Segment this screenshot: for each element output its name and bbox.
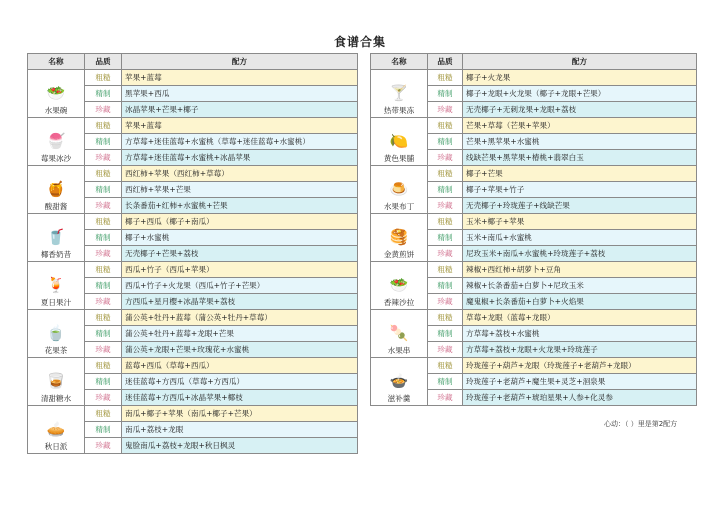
quality-label: 珍藏 — [437, 249, 453, 258]
recipe-row — [371, 70, 697, 86]
sauce-bottle-icon: 🍯 — [46, 180, 66, 198]
quality-label: 珍藏 — [95, 201, 111, 210]
quality-cell — [428, 214, 463, 230]
quality-cell — [85, 310, 122, 326]
quality-cell — [428, 70, 463, 86]
quality-cell — [428, 342, 463, 358]
quality-label: 精制 — [95, 89, 111, 98]
recipe-formula: 蓝莓+西瓜（草莓+西瓜） — [122, 358, 358, 374]
quality-label: 精制 — [437, 377, 453, 386]
quality-cell — [428, 246, 463, 262]
quality-cell — [85, 198, 122, 214]
quality-cell — [428, 230, 463, 246]
dish-name: 水果布丁 — [383, 202, 415, 211]
quality-label: 精制 — [437, 89, 453, 98]
header-quality: 品质 — [428, 54, 463, 70]
tonic-soup-icon: 🍲 — [389, 372, 409, 390]
quality-cell — [85, 246, 122, 262]
dried-fruit-icon: 🍋 — [389, 132, 409, 150]
recipe-formula: 迷佳蓝莓+方西瓜+冰晶苹果+椰枝 — [122, 390, 358, 406]
coconut-shake-icon: 🥤 — [46, 228, 66, 246]
summer-juice-icon: 🍹 — [46, 276, 66, 294]
quality-label: 粗糙 — [437, 169, 453, 178]
recipe-row — [28, 214, 358, 230]
dish-cell — [371, 262, 428, 310]
quality-cell — [428, 182, 463, 198]
quality-label: 精制 — [95, 233, 111, 242]
recipe-formula: 蒲公英+牡丹+蓝莓（蒲公英+牡丹+草莓） — [122, 310, 358, 326]
quality-cell — [85, 150, 122, 166]
quality-cell — [85, 326, 122, 342]
quality-cell — [85, 294, 122, 310]
dish-name: 滋补羹 — [387, 394, 411, 403]
quality-label: 精制 — [95, 137, 111, 146]
recipe-row — [28, 406, 358, 422]
quality-cell — [428, 150, 463, 166]
quality-label: 珍藏 — [437, 153, 453, 162]
quality-cell — [85, 70, 122, 86]
recipe-row — [371, 118, 697, 134]
quality-cell — [85, 358, 122, 374]
dish-name: 秋日派 — [44, 442, 68, 451]
quality-label: 粗糙 — [95, 121, 111, 130]
dish-name: 水果碗 — [44, 106, 68, 115]
quality-label: 珍藏 — [95, 393, 111, 402]
quality-label: 精制 — [95, 281, 111, 290]
recipe-table-right — [370, 53, 697, 406]
recipe-formula: 椰子+火龙果 — [463, 70, 697, 86]
quality-label: 粗糙 — [95, 217, 111, 226]
quality-cell — [85, 422, 122, 438]
dish-cell — [28, 310, 85, 358]
recipe-formula: 无壳椰子+玲珑莲子+线缺芒果 — [463, 198, 697, 214]
quality-label: 珍藏 — [437, 297, 453, 306]
pancake-icon: 🥞 — [389, 228, 409, 246]
recipe-formula: 玲珑莲子+葫芦+龙眼（玲珑莲子+老葫芦+龙眼） — [463, 358, 697, 374]
quality-label: 珍藏 — [437, 345, 453, 354]
quality-cell — [85, 182, 122, 198]
recipe-row — [28, 166, 358, 182]
quality-label: 粗糙 — [95, 313, 111, 322]
quality-label: 粗糙 — [95, 409, 111, 418]
recipe-row — [371, 262, 697, 278]
quality-cell — [85, 134, 122, 150]
recipe-formula: 蒲公英+龙眼+芒果+玫瑰花+水蜜桃 — [122, 342, 358, 358]
dish-name: 金黄煎饼 — [383, 250, 415, 259]
dish-cell — [371, 214, 428, 262]
dish-cell — [371, 358, 428, 406]
quality-label: 粗糙 — [95, 169, 111, 178]
quality-cell — [428, 166, 463, 182]
quality-label: 精制 — [437, 137, 453, 146]
quality-cell — [428, 262, 463, 278]
quality-label: 精制 — [437, 233, 453, 242]
recipe-formula: 西红柿+苹果+芒果 — [122, 182, 358, 198]
recipe-formula: 方草莓+荔枝+水蜜桃 — [463, 326, 697, 342]
quality-cell — [85, 118, 122, 134]
fruit-bowl-icon: 🥗 — [46, 84, 66, 102]
recipe-formula: 无壳椰子+芒果+荔枝 — [122, 246, 358, 262]
recipe-row — [371, 214, 697, 230]
tropical-jelly-icon: 🍸 — [389, 84, 409, 102]
dish-name: 热带果冻 — [383, 106, 415, 115]
dish-cell — [371, 70, 428, 118]
recipe-row — [371, 166, 697, 182]
quality-cell — [85, 86, 122, 102]
recipe-row — [28, 310, 358, 326]
quality-label: 珍藏 — [437, 201, 453, 210]
header-recipe: 配方 — [122, 54, 358, 70]
quality-label: 粗糙 — [437, 313, 453, 322]
quality-label: 粗糙 — [95, 73, 111, 82]
quality-cell — [428, 198, 463, 214]
header-quality: 品质 — [85, 54, 122, 70]
recipe-formula: 玉米+南瓜+水蜜桃 — [463, 230, 697, 246]
autumn-pie-icon: 🥧 — [46, 420, 66, 438]
quality-cell — [428, 310, 463, 326]
recipe-row — [371, 358, 697, 374]
quality-label: 粗糙 — [95, 265, 111, 274]
quality-cell — [428, 358, 463, 374]
recipe-formula: 线缺芒果+黑苹果+椿桃+翡翠白玉 — [463, 150, 697, 166]
dish-name: 清甜糖水 — [40, 394, 72, 403]
fruit-skewer-icon: 🍡 — [389, 324, 409, 342]
quality-label: 粗糙 — [95, 361, 111, 370]
quality-label: 粗糙 — [437, 217, 453, 226]
quality-label: 珍藏 — [437, 105, 453, 114]
quality-cell — [428, 134, 463, 150]
sweet-drink-icon: 🥃 — [46, 372, 66, 390]
quality-label: 珍藏 — [95, 249, 111, 258]
recipe-formula: 辣椒+西红柿+胡萝卜+豆角 — [463, 262, 697, 278]
quality-cell — [428, 390, 463, 406]
recipe-formula: 芒果+黑苹果+水蜜桃 — [463, 134, 697, 150]
quality-cell — [428, 278, 463, 294]
recipe-formula: 西瓜+竹子+火龙果（西瓜+竹子+芒果） — [122, 278, 358, 294]
recipe-row — [28, 118, 358, 134]
recipe-formula: 南瓜+荔枝+龙眼 — [122, 422, 358, 438]
header-name: 名称 — [371, 54, 428, 70]
recipe-row — [28, 70, 358, 86]
quality-cell — [428, 294, 463, 310]
dish-cell — [28, 406, 85, 454]
recipe-formula: 西瓜+竹子（西瓜+苹果） — [122, 262, 358, 278]
dish-name: 椰香奶昔 — [40, 250, 72, 259]
quality-cell — [428, 102, 463, 118]
quality-label: 精制 — [95, 329, 111, 338]
dish-cell — [28, 166, 85, 214]
dish-cell — [371, 166, 428, 214]
recipe-formula: 椰子+苹果+竹子 — [463, 182, 697, 198]
footer-note: 心动：（ ）里是第2配方 — [604, 420, 678, 428]
recipe-formula: 冰晶苹果+芒果+椰子 — [122, 102, 358, 118]
quality-label: 珍藏 — [95, 441, 111, 450]
recipe-formula: 椰子+水蜜桃 — [122, 230, 358, 246]
recipe-formula: 苹果+蓝莓 — [122, 70, 358, 86]
quality-cell — [428, 86, 463, 102]
dish-name: 香辣沙拉 — [383, 298, 415, 307]
quality-label: 珍藏 — [95, 105, 111, 114]
recipe-formula: 方草莓+迷佳蓝莓+水蜜桃（草莓+迷佳蓝莓+水蜜桃） — [122, 134, 358, 150]
quality-cell — [85, 278, 122, 294]
recipe-formula: 玲珑莲子+老葫芦+魔生果+灵芝+洄泉果 — [463, 374, 697, 390]
quality-label: 粗糙 — [437, 73, 453, 82]
quality-label: 精制 — [95, 377, 111, 386]
recipe-formula: 魔鬼椒+长条番茄+白萝卜+火焰果 — [463, 294, 697, 310]
recipe-formula: 黑苹果+西瓜 — [122, 86, 358, 102]
quality-label: 精制 — [95, 185, 111, 194]
dish-name: 花果茶 — [44, 346, 68, 355]
dish-cell — [371, 118, 428, 166]
recipe-formula: 长条番茄+红柿+水蜜桃+芒果 — [122, 198, 358, 214]
quality-label: 精制 — [437, 329, 453, 338]
quality-label: 粗糙 — [437, 361, 453, 370]
quality-cell — [85, 102, 122, 118]
recipe-formula: 方草莓+荔枝+龙眼+火龙果+玲珑莲子 — [463, 342, 697, 358]
quality-cell — [85, 390, 122, 406]
dish-name: 水果串 — [387, 346, 411, 355]
berry-smoothie-icon: 🍧 — [46, 132, 66, 150]
dish-name: 夏日果汁 — [40, 298, 72, 307]
quality-cell — [428, 326, 463, 342]
recipe-formula: 西红柿+苹果（西红柿+草莓） — [122, 166, 358, 182]
quality-label: 精制 — [95, 425, 111, 434]
recipe-formula: 方草莓+迷佳蓝莓+水蜜桃+冰晶苹果 — [122, 150, 358, 166]
recipe-formula: 芒果+草莓（芒果+苹果） — [463, 118, 697, 134]
quality-label: 粗糙 — [437, 265, 453, 274]
dish-name: 酸甜酱 — [44, 202, 68, 211]
recipe-formula: 椰子+西瓜（椰子+南瓜） — [122, 214, 358, 230]
recipe-formula: 苹果+蓝莓 — [122, 118, 358, 134]
quality-cell — [85, 438, 122, 454]
quality-label: 粗糙 — [437, 121, 453, 130]
recipe-formula: 南瓜+椰子+苹果（南瓜+椰子+芒果） — [122, 406, 358, 422]
dish-cell — [28, 118, 85, 166]
dish-name: 莓果冰沙 — [40, 154, 72, 163]
flower-tea-icon: 🍵 — [46, 324, 66, 342]
quality-cell — [85, 342, 122, 358]
quality-label: 精制 — [437, 281, 453, 290]
dish-cell — [28, 70, 85, 118]
quality-label: 珍藏 — [95, 153, 111, 162]
quality-cell — [85, 166, 122, 182]
recipe-row — [28, 262, 358, 278]
dish-cell — [28, 262, 85, 310]
quality-cell — [85, 406, 122, 422]
header-recipe: 配方 — [463, 54, 697, 70]
quality-label: 珍藏 — [95, 297, 111, 306]
recipe-row — [371, 310, 697, 326]
recipe-table-left — [27, 53, 358, 454]
quality-cell — [428, 374, 463, 390]
quality-label: 珍藏 — [95, 345, 111, 354]
recipe-formula: 辣椒+长条番茄+白萝卜+尼玫玉米 — [463, 278, 697, 294]
recipe-formula: 草莓+龙眼（蓝莓+龙眼） — [463, 310, 697, 326]
quality-cell — [85, 374, 122, 390]
quality-label: 精制 — [437, 185, 453, 194]
recipe-formula: 椰子+龙眼+火龙果（椰子+龙眼+芒果） — [463, 86, 697, 102]
recipe-formula: 玉米+椰子+苹果 — [463, 214, 697, 230]
header-name: 名称 — [28, 54, 85, 70]
quality-cell — [428, 118, 463, 134]
dish-name: 黄色果脯 — [383, 154, 415, 163]
recipe-formula: 玲珑莲子+老葫芦+琥珀星果+人参+化灵参 — [463, 390, 697, 406]
recipe-formula: 迷佳蓝莓+方西瓜（草莓+方西瓜） — [122, 374, 358, 390]
dish-cell — [28, 358, 85, 406]
dish-cell — [371, 310, 428, 358]
fruit-pudding-icon: 🍮 — [389, 180, 409, 198]
recipe-row — [28, 358, 358, 374]
recipe-formula: 尼玫玉米+南瓜+水蜜桃+玲珑莲子+荔枝 — [463, 246, 697, 262]
quality-label: 珍藏 — [437, 393, 453, 402]
recipe-formula: 椰子+芒果 — [463, 166, 697, 182]
page-title: 食谱合集 — [333, 35, 386, 49]
recipe-formula: 方西瓜+星月樱+冰晶苹果+荔枝 — [122, 294, 358, 310]
quality-cell — [85, 214, 122, 230]
recipe-formula: 蒲公英+牡丹+蓝莓+龙眼+芒果 — [122, 326, 358, 342]
quality-cell — [85, 230, 122, 246]
spicy-salad-icon: 🥗 — [389, 276, 409, 294]
dish-cell — [28, 214, 85, 262]
recipe-formula: 无壳椰子+无刺龙果+龙眼+荔枝 — [463, 102, 697, 118]
quality-cell — [85, 262, 122, 278]
recipe-formula: 鬼脸南瓜+荔枝+龙眼+秋日枫灵 — [122, 438, 358, 454]
